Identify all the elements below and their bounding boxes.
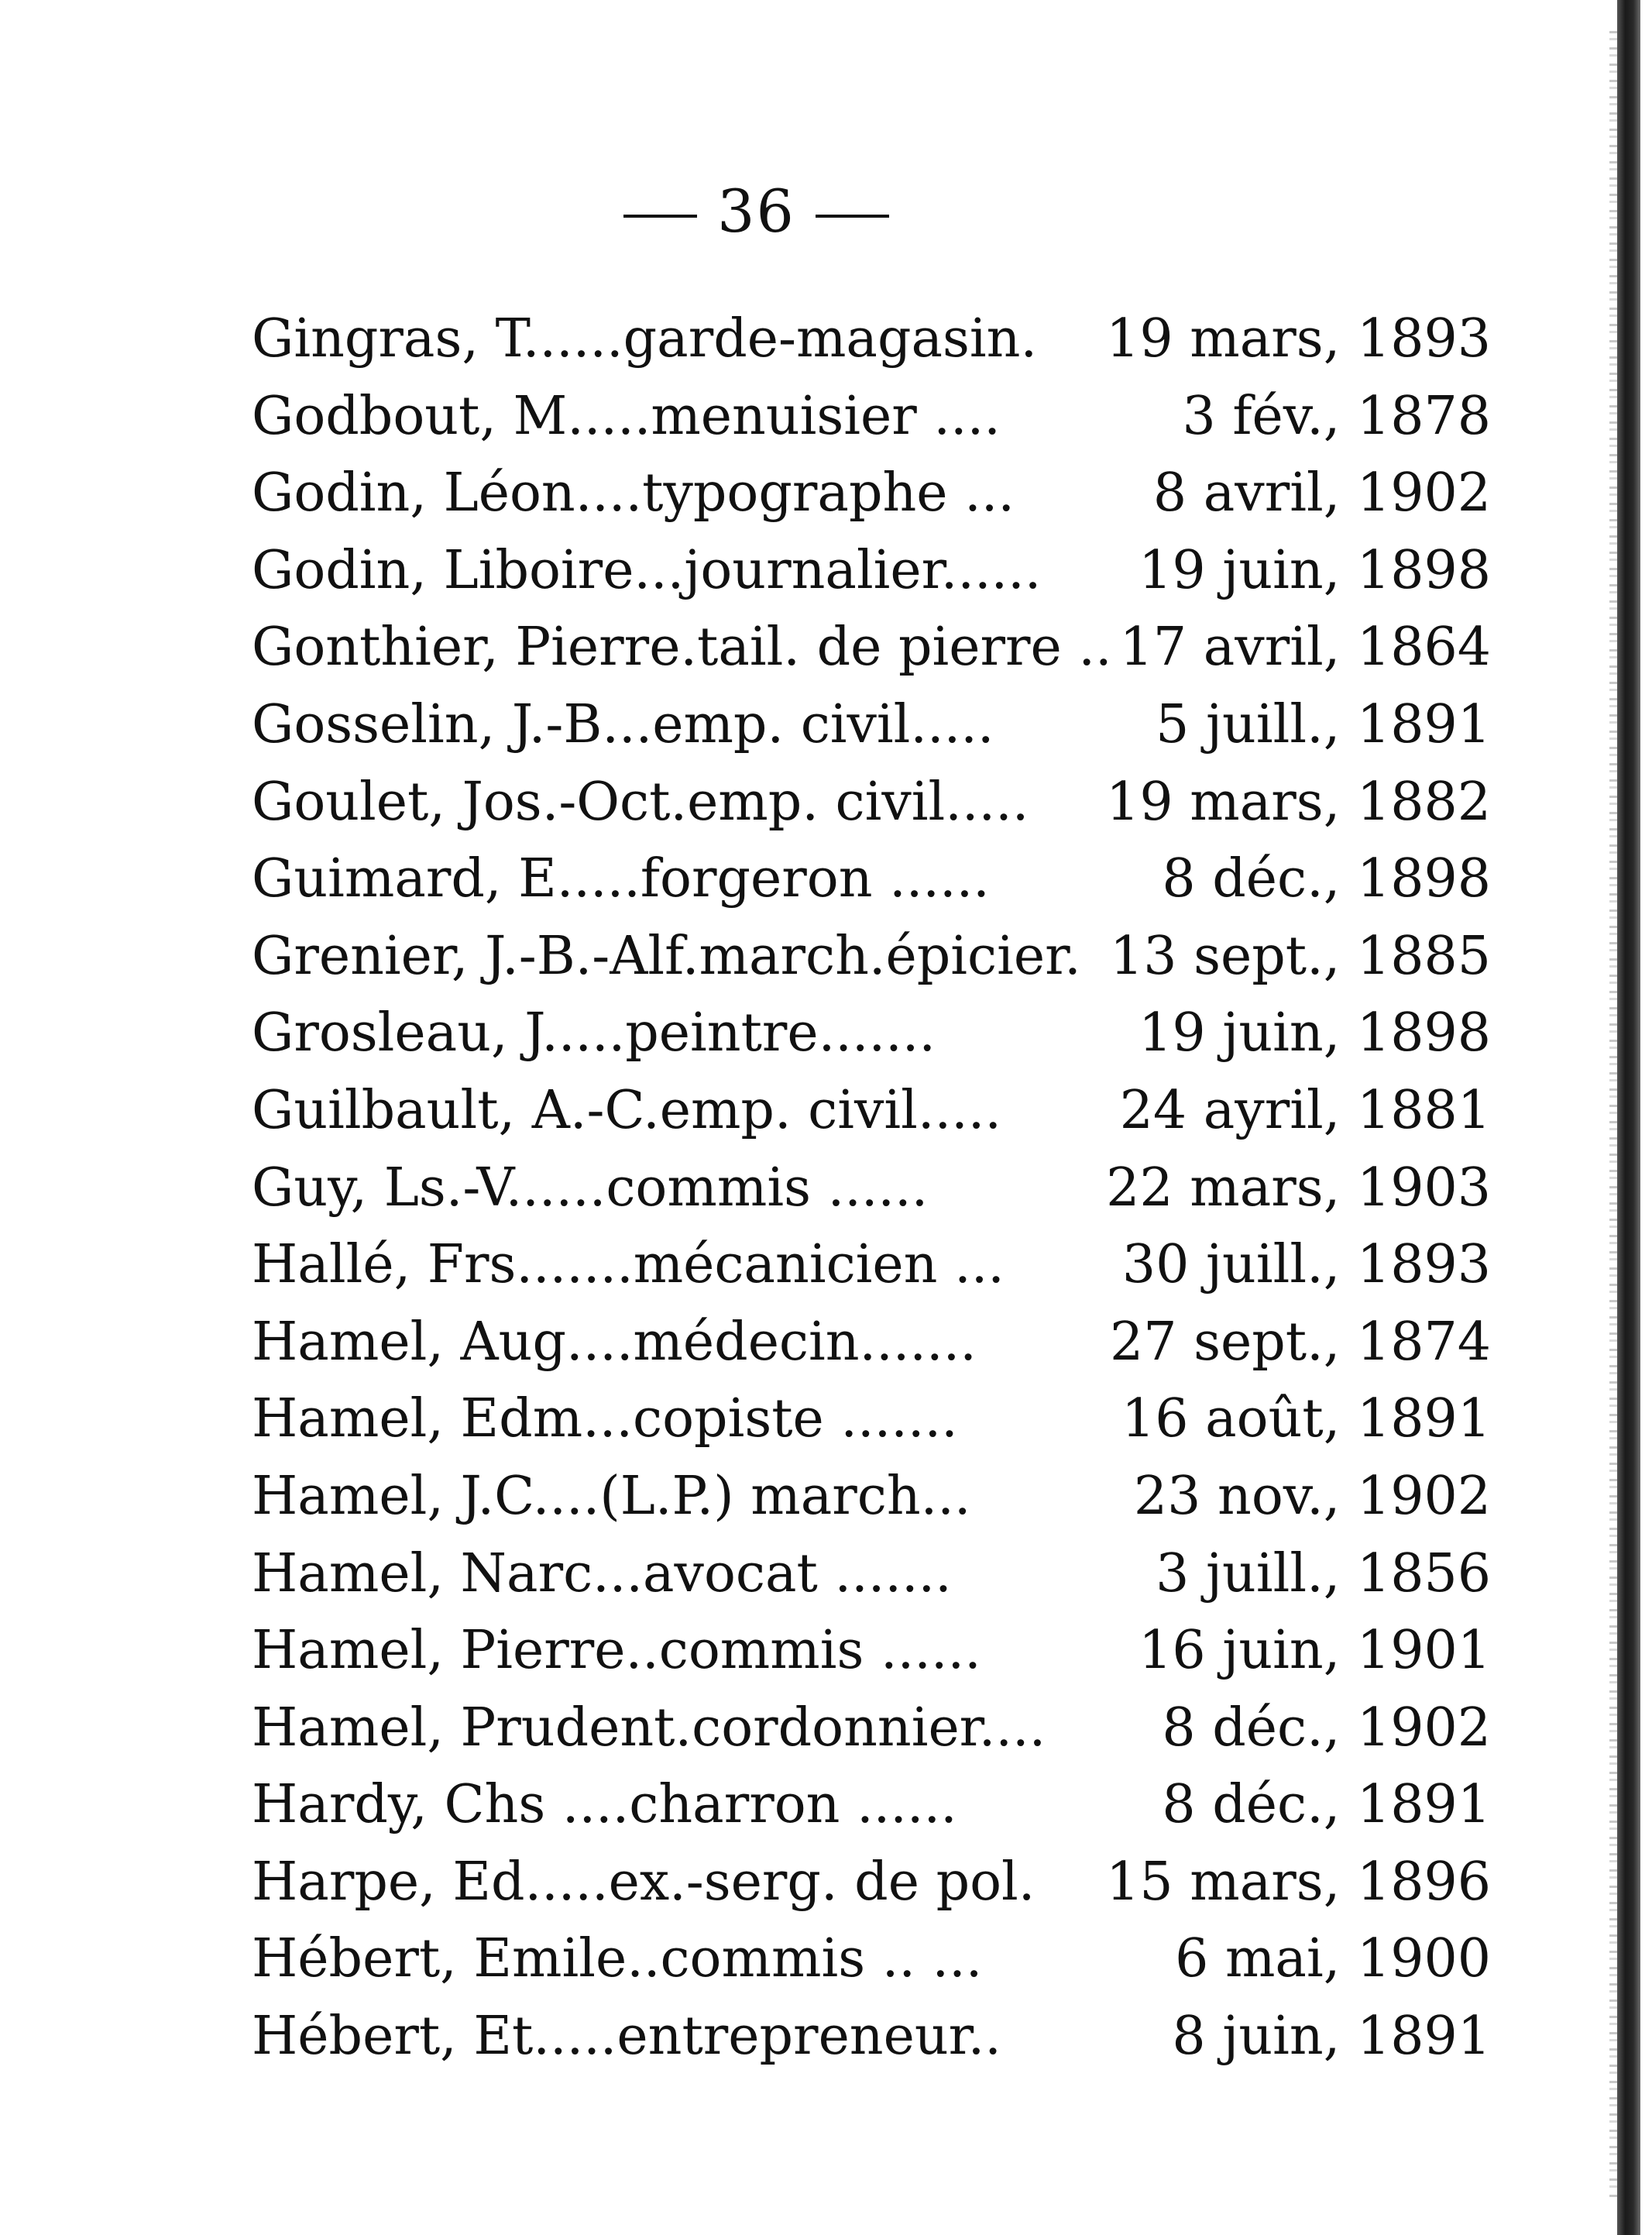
list-item [252,1072,1491,1150]
entry-name-occupation: Guy, Ls.-V......commis ...... [252,1157,929,1219]
list-item [252,1304,1491,1381]
entry-date: 19 mars, 1893 [1106,308,1491,370]
list-item [252,1920,1491,1998]
entry-date: 23 nov., 1902 [1133,1465,1491,1527]
list-item [252,301,1491,378]
list-item [252,532,1491,610]
list-item [252,1998,1491,2075]
list-item [252,1612,1491,1690]
entry-name-occupation: Hébert, Et.....entrepreneur.. [252,2006,1001,2068]
page-number [0,177,1582,246]
entry-name-occupation: Hamel, Aug....médecin....... [252,1311,977,1373]
entry-date: 13 sept., 1885 [1109,925,1491,987]
list-item [252,1690,1491,1767]
entry-name-occupation: Grenier, J.-B.-Alf.march.épicier. [252,925,1081,987]
list-item [252,686,1491,764]
entry-date: 8 déc., 1891 [1162,1774,1491,1836]
list-item [252,1844,1491,1921]
entry-date: 8 avril, 1902 [1152,462,1491,524]
list-item [252,1535,1491,1613]
entry-date: 8 déc., 1902 [1162,1697,1491,1759]
entry-name-occupation: Guilbault, A.-C.emp. civil..... [252,1079,1002,1141]
list-item [252,378,1491,456]
entry-name-occupation: Hamel, Pierre..commis ...... [252,1620,981,1682]
entry-name-occupation: Hallé, Frs.......mécanicien ... [252,1234,1005,1296]
list-item [252,455,1491,532]
entry-date: 5 juill., 1891 [1156,693,1491,755]
entry-name-occupation: Grosleau, J.....peintre....... [252,1002,936,1064]
list-item [252,1766,1491,1844]
list-item [252,1226,1491,1304]
entry-name-occupation: Hamel, J.C....(L.P.) march... [252,1465,971,1527]
list-item [252,841,1491,918]
list-item [252,764,1491,841]
left-dash [623,215,697,218]
entry-date: 19 juin, 1898 [1139,1002,1491,1064]
entry-name-occupation: Gingras, T......garde-magasin. [252,308,1038,370]
entry-date: 6 mai, 1900 [1175,1928,1491,1990]
register-list [252,301,1491,2075]
list-item [252,1458,1491,1535]
entry-name-occupation: Gosselin, J.-B...emp. civil..... [252,693,994,755]
entry-name-occupation: Hamel, Edm...copiste ....... [252,1388,958,1450]
book-spine-edge [1617,0,1640,2235]
entry-name-occupation: Hamel, Prudent.cordonnier.... [252,1697,1046,1759]
entry-name-occupation: Goulet, Jos.-Oct.emp. civil..... [252,771,1029,833]
entry-name-occupation: Hébert, Emile..commis .. ... [252,1928,983,1990]
page-number-text: 36 [717,177,795,246]
entry-date: 8 déc., 1898 [1162,848,1491,910]
entry-name-occupation: Hardy, Chs ....charron ...... [252,1774,957,1836]
entry-name-occupation: Hamel, Narc...avocat ....... [252,1542,952,1604]
entry-date: 30 juill., 1893 [1121,1234,1491,1296]
entry-name-occupation: Gonthier, Pierre.tail. de pierre .. [252,617,1112,679]
entry-date: 24 ayril, 1881 [1119,1079,1491,1141]
entry-name-occupation: Godin, Liboire...journalier...... [252,539,1042,601]
entry-date: 8 juin, 1891 [1172,2006,1491,2068]
entry-date: 16 juin, 1901 [1139,1620,1491,1682]
entry-name-occupation: Godbout, M.....menuisier .... [252,385,1001,447]
entry-name-occupation: Guimard, E.....forgeron ...... [252,848,990,910]
entry-date: 19 mars, 1882 [1106,771,1491,833]
entry-name-occupation: Godin, Léon....typographe ... [252,462,1015,524]
entry-date: 16 août, 1891 [1121,1388,1491,1450]
entry-date: 3 juill., 1856 [1156,1542,1491,1604]
entry-date: 27 sept., 1874 [1109,1311,1491,1373]
entry-name-occupation: Harpe, Ed.....ex.-serg. de pol. [252,1851,1036,1913]
entry-date: 3 fév., 1878 [1182,385,1491,447]
list-item [252,1150,1491,1227]
entry-date: 22 mars, 1903 [1106,1157,1491,1219]
list-item [252,918,1491,995]
list-item [252,1381,1491,1458]
list-item [252,995,1491,1072]
right-dash [816,215,889,218]
list-item [252,609,1491,686]
entry-date: 19 juin, 1898 [1139,539,1491,601]
entry-date: 17 avril, 1864 [1119,617,1491,679]
entry-date: 15 mars, 1896 [1106,1851,1491,1913]
